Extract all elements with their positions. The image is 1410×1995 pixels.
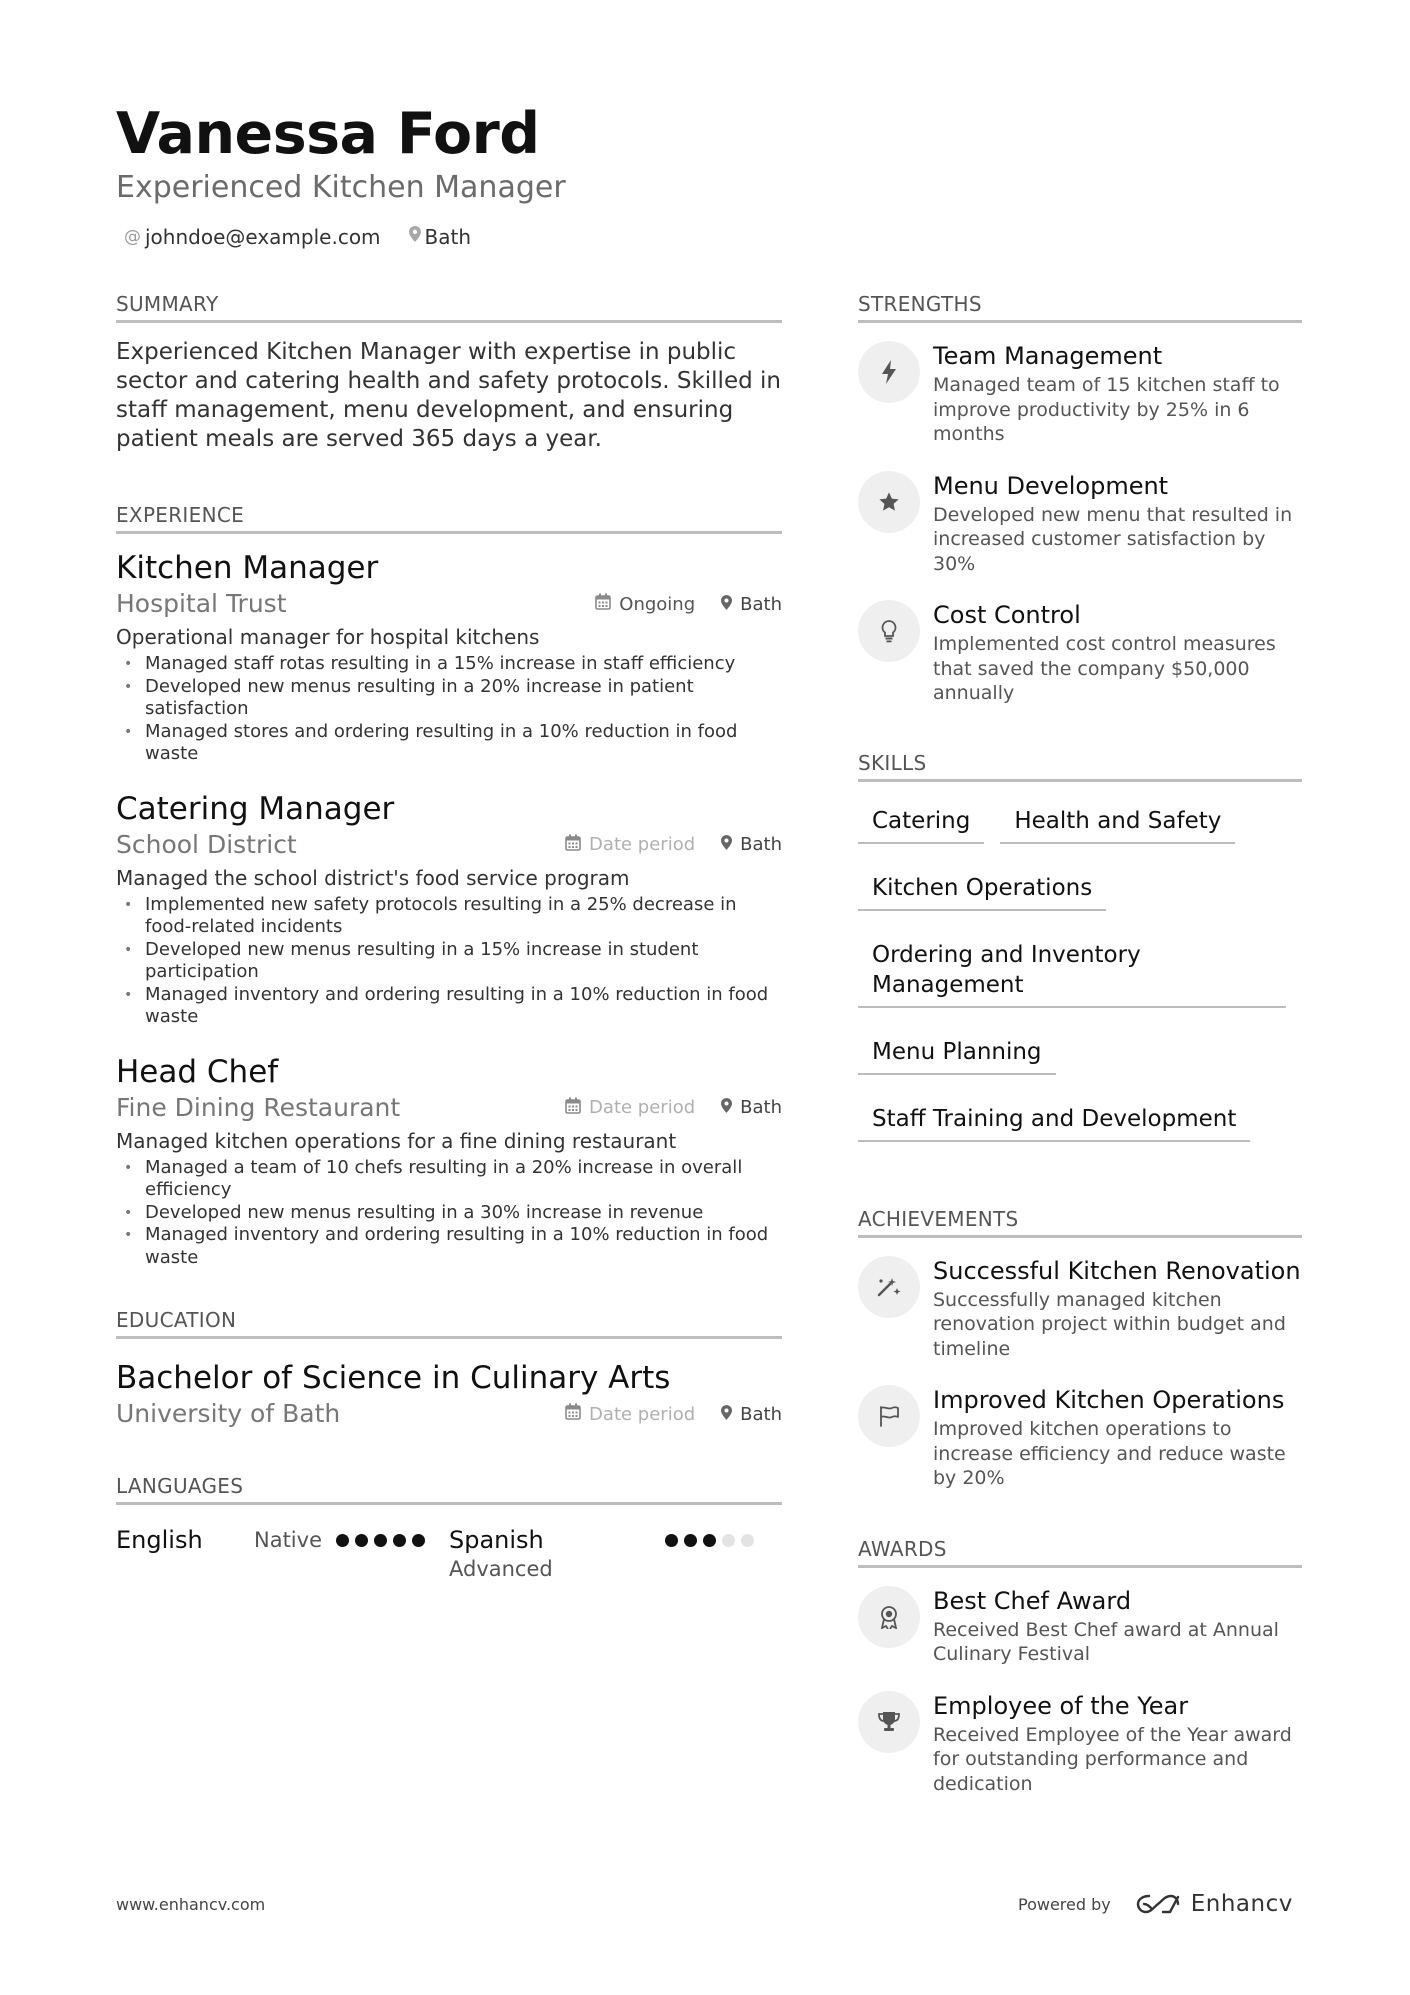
experience-location-text: Bath <box>740 1097 782 1118</box>
rating-dot-filled <box>703 1534 716 1547</box>
strengths-item-body <box>933 341 1302 447</box>
location-pin-icon <box>409 223 421 251</box>
experience-meta <box>565 1097 782 1119</box>
contact-row <box>124 223 499 251</box>
candidate-title: Experienced Kitchen Manager <box>116 170 566 205</box>
language-rating <box>665 1525 760 1555</box>
flag-icon <box>858 1385 920 1447</box>
experience-row <box>116 587 782 621</box>
experience-bullets <box>116 894 782 1029</box>
experience-item <box>116 549 782 766</box>
experience-list <box>116 549 782 1269</box>
awards-item-body <box>933 1691 1302 1797</box>
calendar-icon <box>565 1097 581 1119</box>
experience-row <box>116 828 782 862</box>
achievements-item-description: Successfully managed kitchen renovation project within budget and timeline <box>933 1288 1286 1360</box>
strengths-item-title: Menu Development <box>933 471 1169 500</box>
experience-company: Fine Dining Restaurant <box>116 1092 401 1122</box>
location-pin-icon <box>721 1405 732 1424</box>
skill-row <box>858 1025 1302 1075</box>
achievements-list <box>858 1256 1302 1491</box>
languages-heading: LANGUAGES <box>116 1472 782 1505</box>
education-meta <box>565 1403 782 1425</box>
language-name: English <box>116 1526 203 1554</box>
summary-heading: SUMMARY <box>116 290 782 323</box>
language-item <box>116 1525 449 1583</box>
awards-list <box>858 1586 1302 1797</box>
education-heading: EDUCATION <box>116 1306 782 1339</box>
language-name: Spanish <box>449 1526 544 1554</box>
experience-date-text: Date period <box>589 1097 696 1118</box>
experience-description: Managed the school district's food service program <box>116 865 630 890</box>
achievements-heading: ACHIEVEMENTS <box>858 1205 1302 1238</box>
rating-dot-empty <box>741 1534 754 1547</box>
contact-location <box>409 223 472 251</box>
skill-tag: Kitchen Operations <box>858 861 1106 911</box>
enhancv-logo[interactable] <box>1135 1891 1293 1917</box>
experience-company: Hospital Trust <box>116 589 287 618</box>
footer-website[interactable]: www.enhancv.com <box>116 1895 266 1914</box>
language-item <box>449 1525 782 1583</box>
bullet-item: • Managed staff rotas resulting in a 15% increase in staff efficiency <box>116 653 782 676</box>
magic-wand-icon <box>858 1256 920 1318</box>
left-column <box>116 290 782 1583</box>
location-text: Bath <box>424 225 472 249</box>
experience-location <box>721 1097 782 1118</box>
experience-date-text: Ongoing <box>619 593 696 615</box>
achievements-item-title: Successful Kitchen Renovation <box>933 1256 1301 1285</box>
strengths-item-title: Team Management <box>933 342 1163 370</box>
powered-by-text: Powered by <box>1018 1894 1111 1914</box>
experience-date <box>565 834 695 856</box>
location-pin-icon <box>721 1098 732 1117</box>
bullet-item: • Managed stores and ordering resulting in a 10% reduction in food waste <box>116 721 782 766</box>
achievements-item-body <box>933 1385 1302 1491</box>
contact-email[interactable] <box>124 223 381 251</box>
achievements-item <box>858 1256 1302 1362</box>
awards-item-description: Received Best Chef award at Annual Culinary Festival <box>933 1618 1279 1665</box>
experience-row <box>116 1091 782 1125</box>
education-row <box>116 1397 782 1431</box>
calendar-icon <box>565 1403 581 1425</box>
education-degree: Bachelor of Science in Culinary Arts <box>116 1360 671 1396</box>
strengths-item-description: Managed team of 15 kitchen staff to improve productivity by 25% in 6 months <box>933 374 1280 445</box>
skill-row <box>858 928 1302 1008</box>
experience-meta <box>595 593 782 615</box>
experience-meta <box>565 834 782 856</box>
trophy-icon <box>858 1691 920 1753</box>
skill-tag: Catering <box>858 794 984 844</box>
language-level: Advanced <box>449 1557 553 1581</box>
star-icon <box>858 471 920 533</box>
strengths-list <box>858 341 1302 706</box>
awards-item-title: Employee of the Year <box>933 1691 1189 1720</box>
experience-bullets <box>116 1157 782 1270</box>
language-rating <box>336 1525 431 1555</box>
experience-location-text: Bath <box>740 834 782 855</box>
education-school: University of Bath <box>116 1399 341 1428</box>
experience-date-text: Date period <box>589 834 696 855</box>
skill-row <box>858 1092 1302 1142</box>
experience-date <box>565 1097 695 1119</box>
strengths-item <box>858 341 1302 447</box>
experience-description: Managed kitchen operations for a fine dining restaurant <box>116 1128 677 1153</box>
education-date: Date period <box>565 1403 695 1425</box>
right-column <box>858 290 1302 1796</box>
footer-brand <box>1018 1891 1293 1917</box>
education-location: Bath <box>721 1404 782 1425</box>
summary-text: Experienced Kitchen Manager with expertise in public sector and catering health and safety protocols. Skilled in staff management, menu development, and ensuring patient meals are served 365 days a year. <box>116 339 781 452</box>
enhancv-logo-icon <box>1135 1893 1181 1915</box>
strengths-item-body <box>933 600 1302 706</box>
skill-tag: Health and Safety <box>1000 794 1235 844</box>
lightning-bolt-icon <box>858 341 920 403</box>
rating-dot-filled <box>412 1534 425 1547</box>
bullet-item: • Implemented new safety protocols resulting in a 25% decrease in food-related incidents <box>116 894 782 939</box>
skills-heading: SKILLS <box>858 749 1302 782</box>
strengths-item-description: Implemented cost control measures that saved the company $50,000 annually <box>933 633 1276 704</box>
location-pin-icon <box>721 595 732 614</box>
lightbulb-icon <box>858 600 920 662</box>
awards-item <box>858 1691 1302 1797</box>
strengths-item-title: Cost Control <box>933 601 1081 629</box>
location-pin-icon <box>721 835 732 854</box>
experience-item <box>116 1053 782 1270</box>
strengths-item-description: Developed new menu that resulted in increased customer satisfaction by 30% <box>933 503 1293 575</box>
experience-location-text: Bath <box>740 593 782 615</box>
awards-item-title: Best Chef Award <box>933 1586 1132 1615</box>
rating-dot-filled <box>355 1534 368 1547</box>
experience-location <box>721 594 782 615</box>
skill-tag: Ordering and Inventory Management <box>858 928 1286 1008</box>
strengths-heading: STRENGTHS <box>858 290 1302 323</box>
achievements-item-description: Improved kitchen operations to increase efficiency and reduce waste by 20% <box>933 1418 1286 1489</box>
awards-heading: AWARDS <box>858 1535 1302 1568</box>
awards-item-body <box>933 1586 1302 1667</box>
rating-dot-filled <box>393 1534 406 1547</box>
achievements-item-body <box>933 1256 1302 1362</box>
skill-row <box>858 794 1302 844</box>
experience-company: School District <box>116 829 297 859</box>
rating-dot-filled <box>665 1534 678 1547</box>
experience-role: Head Chef <box>116 1053 279 1090</box>
awards-item <box>858 1586 1302 1667</box>
experience-date <box>595 593 695 615</box>
experience-role: Catering Manager <box>116 790 395 827</box>
experience-heading: EXPERIENCE <box>116 501 782 534</box>
strengths-item-body <box>933 471 1302 577</box>
experience-location <box>721 834 782 855</box>
brand-name: Enhancv <box>1190 1891 1293 1917</box>
skills-list <box>858 794 1302 1159</box>
experience-role: Kitchen Manager <box>116 550 379 586</box>
calendar-icon <box>565 834 581 856</box>
achievements-item-title: Improved Kitchen Operations <box>933 1386 1285 1414</box>
bullet-item: • Managed inventory and ordering resulting in a 10% reduction in food waste <box>116 1224 782 1269</box>
candidate-name: Vanessa Ford <box>116 101 540 167</box>
experience-bullets <box>116 653 782 766</box>
strengths-item <box>858 600 1302 706</box>
language-level: Native <box>254 1528 322 1552</box>
bullet-item: • Managed a team of 10 chefs resulting in a 20% increase in overall efficiency <box>116 1157 782 1202</box>
achievements-item <box>858 1385 1302 1491</box>
bullet-item: • Managed inventory and ordering resulting in a 10% reduction in food waste <box>116 984 782 1029</box>
rating-dot-filled <box>374 1534 387 1547</box>
awards-item-description: Received Employee of the Year award for outstanding performance and dedication <box>933 1723 1292 1795</box>
languages-list <box>116 1525 782 1583</box>
email-text: johndoe@example.com <box>145 225 381 249</box>
bullet-item: • Developed new menus resulting in a 15% increase in student participation <box>116 939 782 984</box>
rating-dot-filled <box>336 1534 349 1547</box>
experience-description: Operational manager for hospital kitchens <box>116 625 540 649</box>
at-icon: @ <box>124 227 141 247</box>
bullet-item: • Developed new menus resulting in a 30% increase in revenue <box>116 1202 782 1225</box>
rating-dot-empty <box>722 1534 735 1547</box>
medal-icon <box>858 1586 920 1648</box>
strengths-item <box>858 471 1302 577</box>
rating-dot-filled <box>684 1534 697 1547</box>
skill-tag: Menu Planning <box>858 1025 1056 1075</box>
calendar-icon <box>595 593 611 615</box>
bullet-item: • Developed new menus resulting in a 20% increase in patient satisfaction <box>116 676 782 721</box>
skill-row <box>858 861 1302 911</box>
skill-tag: Staff Training and Development <box>858 1092 1250 1142</box>
experience-item <box>116 790 782 1029</box>
